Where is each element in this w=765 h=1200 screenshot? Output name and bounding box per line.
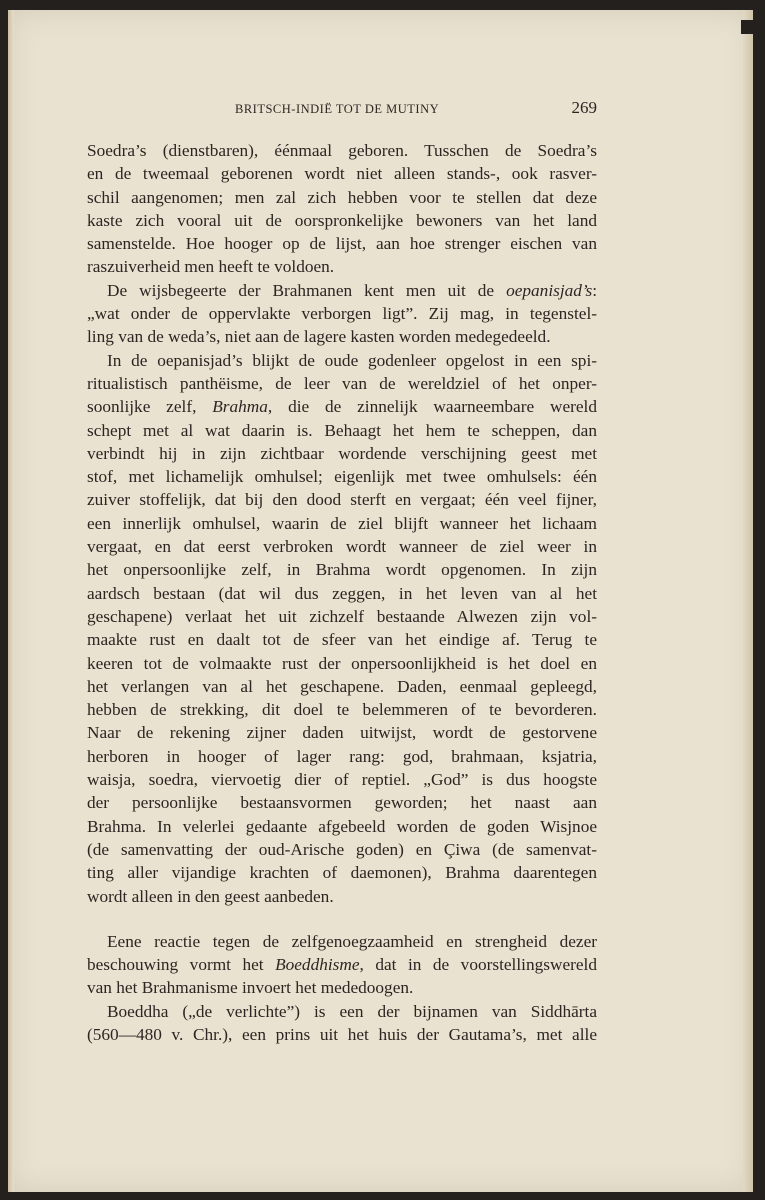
text-line <box>87 395 597 418</box>
text-line <box>87 535 597 558</box>
line-text: aardsch bestaan (dat wil dus zeggen, in het leven van al het <box>87 583 597 603</box>
italic-term: Boeddhisme <box>275 955 360 975</box>
line-text: zuiver stoffelijk, dat bij den dood sterft en vergaat; één veel fijner, <box>87 490 597 510</box>
line-text: „wat onder de oppervlakte verborgen ligt”. Zij mag, in tegenstel- <box>87 304 597 324</box>
page-edge <box>743 10 753 1192</box>
line-text: wordt alleen in den geest aanbeden. <box>87 886 334 906</box>
paragraph <box>87 139 597 279</box>
text-line <box>87 419 597 442</box>
text-line <box>87 885 597 908</box>
paragraph-gap <box>87 908 597 930</box>
line-text: Naar de rekening zijner daden uitwijst, wordt de gestorvene <box>87 723 597 743</box>
line-text: samenstelde. Hoe hooger op de lijst, aan hoe strenger eischen van <box>87 234 597 254</box>
line-text: soonlijke zelf, <box>87 397 213 417</box>
line-text: een innerlijk omhulsel, waarin de ziel blijft wanneer het lichaam <box>87 513 597 533</box>
line-text: De wijsbegeerte der Brahmanen kent men uit de <box>107 280 507 300</box>
line-text: en de tweemaal geborenen wordt niet alleen stands-, ook rasver- <box>87 164 597 184</box>
text-line <box>87 465 597 488</box>
line-text: raszuiverheid men heeft te voldoen. <box>87 257 335 277</box>
text-line <box>87 838 597 861</box>
text-line <box>87 698 597 721</box>
line-text: Brahma. In velerlei gedaante afgebeeld worden de goden Wisjnoe <box>87 816 597 836</box>
line-text: geschapene) verlaat het uit zichzelf bestaande Alwezen zijn vol- <box>87 606 597 626</box>
line-text: ritualistisch panthëisme, de leer van de wereldziel of het onper- <box>87 373 597 393</box>
line-text: het onpersoonlijke zelf, in Brahma wordt opgenomen. In zijn <box>87 560 597 580</box>
text-line <box>87 768 597 791</box>
text-line <box>87 652 597 675</box>
text-line <box>87 1023 597 1046</box>
page-gutter-shadow <box>8 10 14 1192</box>
text-line <box>87 186 597 209</box>
line-text: stof, met lichamelijk omhulsel; eigenlijk met twee omhulsels: één <box>87 467 597 487</box>
text-line <box>87 861 597 884</box>
text-line <box>87 976 597 999</box>
line-text: Eene reactie tegen de zelfgenoegzaamheid en strengheid dezer <box>107 931 597 951</box>
text-line <box>87 162 597 185</box>
text-line <box>87 442 597 465</box>
line-text-tail: , dat in de voorstellingswereld <box>359 955 597 975</box>
page-number: 269 <box>571 98 597 117</box>
text-line <box>87 512 597 535</box>
line-text: Soedra’s (dienstbaren), éénmaal geboren. Tusschen de Soedra’s <box>87 141 597 160</box>
text-line <box>87 232 597 255</box>
paragraph <box>87 279 597 349</box>
line-text: vergaat, en dat eerst verbroken wordt wanneer de ziel weer in <box>87 537 597 557</box>
paragraph <box>87 930 597 1000</box>
line-text: maakte rust en daalt tot de sfeer van het eindige af. Terug te <box>87 630 597 650</box>
text-line <box>87 302 597 325</box>
line-text: keeren tot de volmaakte rust der onpersoonlijkheid is het doel en <box>87 653 597 673</box>
text-line <box>87 745 597 768</box>
text-line <box>87 1000 597 1023</box>
line-text: schept met al wat daarin is. Behaagt het hem te scheppen, dan <box>87 420 597 440</box>
body-text <box>87 139 597 1046</box>
text-line <box>87 139 597 162</box>
text-line <box>87 279 597 302</box>
paragraph <box>87 1000 597 1047</box>
line-text: het verlangen van al het geschapene. Daden, eenmaal gepleegd, <box>87 676 597 696</box>
text-line <box>87 209 597 232</box>
line-text: beschouwing vormt het <box>87 955 276 975</box>
page-header <box>87 98 597 122</box>
line-text: verbindt hij in zijn zichtbaar wordende verschijning geest met <box>87 443 597 463</box>
italic-term: oepanisjad’s <box>506 280 593 300</box>
line-text-tail: : <box>592 280 597 300</box>
line-text: herboren in hooger of lager rang: god, brahmaan, ksjatria, <box>87 746 597 766</box>
running-head: BRITSCH-INDIË TOT DE MUTINY <box>235 102 440 116</box>
text-line <box>87 558 597 581</box>
text-line <box>87 255 597 278</box>
italic-term: Brahma <box>212 397 268 417</box>
text-line <box>87 953 597 976</box>
text-line <box>87 721 597 744</box>
paragraph <box>87 349 597 908</box>
text-line <box>87 675 597 698</box>
line-text: ling van de weda’s, niet aan de lagere kasten worden medegedeeld. <box>87 327 551 347</box>
text-line <box>87 488 597 511</box>
line-text: (560—480 v. Chr.), een prins uit het huis der Gautama’s, met alle <box>87 1024 597 1044</box>
text-line <box>87 325 597 348</box>
line-text: kaste zich vooral uit de oorspronkelijke bewoners van het land <box>87 210 597 230</box>
text-line <box>87 815 597 838</box>
line-text: ting aller vijandige krachten of daemonen), Brahma daarentegen <box>87 863 597 883</box>
page-corner <box>741 20 753 34</box>
line-text: (de samenvatting der oud-Arische goden) en Çiwa (de samenvat- <box>87 839 597 859</box>
text-line <box>87 349 597 372</box>
line-text: schil aangenomen; men zal zich hebben voor te stellen dat deze <box>87 187 597 207</box>
line-text-tail: , die de zinnelijk waarneembare wereld <box>267 397 597 417</box>
line-text: waisja, soedra, viervoetig dier of reptiel. „God” is dus hoogste <box>87 770 597 790</box>
line-text: In de oepanisjad’s blijkt de oude godenleer opgelost in een spi- <box>107 350 597 370</box>
text-line <box>87 582 597 605</box>
line-text: hebben de strekking, dit doel te belemmeren of te bevorderen. <box>87 700 597 720</box>
text-line <box>87 791 597 814</box>
line-text: der persoonlijke bestaansvormen geworden; het naast aan <box>87 793 597 813</box>
line-text: Boeddha („de verlichte”) is een der bijnamen van Siddhārta <box>107 1001 597 1021</box>
text-line <box>87 628 597 651</box>
text-line <box>87 372 597 395</box>
text-line <box>87 930 597 953</box>
text-line <box>87 605 597 628</box>
line-text: van het Brahmanisme invoert het mededoogen. <box>87 978 414 998</box>
